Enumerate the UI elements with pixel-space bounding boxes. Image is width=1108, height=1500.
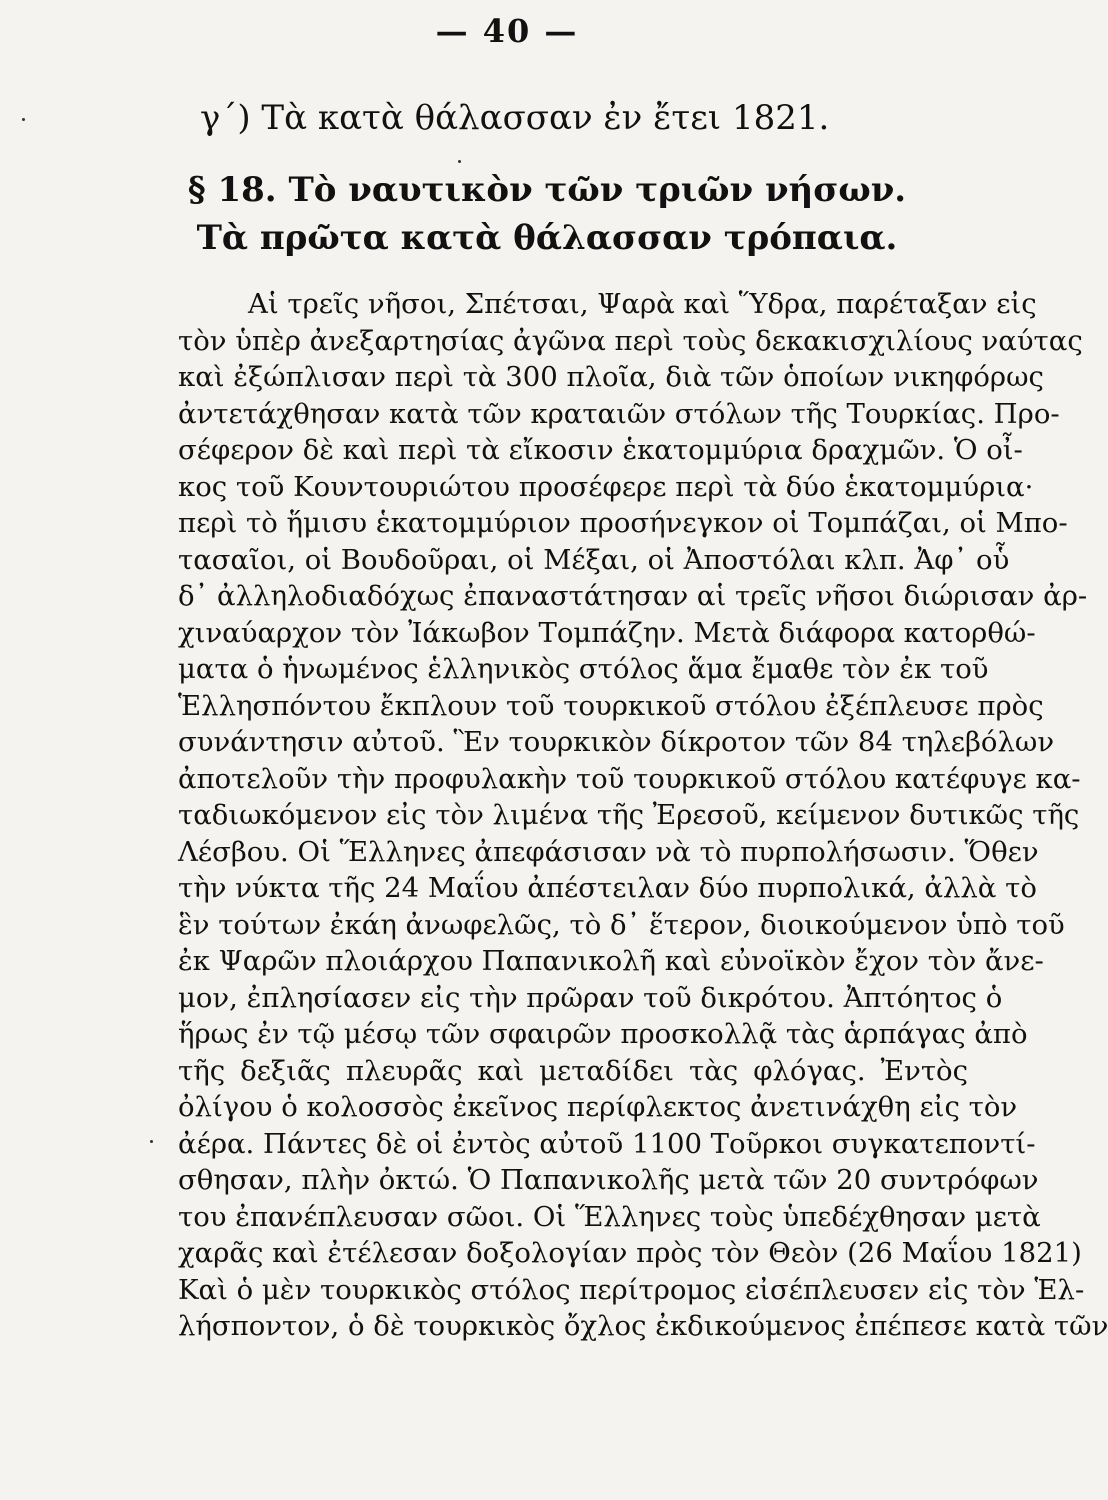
text-line: σέφερον δὲ καὶ περὶ τὰ εἴκοσιν ἑκατομμύρια δραχμῶν. Ὁ οἶ- <box>178 434 1023 466</box>
text-line: συνάντησιν αὐτοῦ. Ἓν τουρκικὸν δίκροτον τῶν 84 τηλεβόλων <box>178 726 1055 758</box>
text-line: Καὶ ὁ μὲν τουρκικὸς στόλος περίτρομος εἰσέπλευσεν εἰς τὸν Ἑλ- <box>178 1273 1085 1306</box>
text-line: ἓν τούτων ἐκάη ἀνωφελῶς, τὸ δ᾽ ἕτερον, διοικούμενον ὑπὸ τοῦ <box>178 908 1065 941</box>
text-line: κος τοῦ Κουντουριώτου προσέφερε περὶ τὰ δύο ἑκατομμύρια· <box>178 470 1034 503</box>
text-line: δ᾽ ἀλληλοδιαδόχως ἐπαναστάτησαν αἱ τρεῖς νῆσοι διώρισαν ἀρ- <box>178 580 1088 612</box>
text-line: ὀλίγου ὁ κολοσσὸς ἐκεῖνος περίφλεκτος ἀνετινάχθη εἰς τὸν <box>178 1091 1018 1123</box>
body-paragraph <box>178 286 1108 1345</box>
text-line: του ἐπανέπλευσαν σῶοι. Οἱ Ἕλληνες τοὺς ὑπεδέχθησαν μετὰ <box>178 1200 1041 1233</box>
text-line: Ἑλλησπόντου ἔκπλουν τοῦ τουρκικοῦ στόλου ἐξέπλευσε πρὸς <box>178 689 1044 722</box>
text-line: τασαῖοι, οἱ Βουδοῦραι, οἱ Μέξαι, οἱ Ἀποστόλαι κλπ. Ἀφ᾽ οὗ <box>178 543 1010 576</box>
print-speck <box>458 160 461 163</box>
text-line: καὶ ἐξώπλισαν περὶ τὰ 300 πλοῖα, διὰ τῶν ὁποίων νικηφόρως <box>178 361 1044 393</box>
text-line: ἐκ Ψαρῶν πλοιάρχου Παπανικολῆ καὶ εὐνοϊκὸν ἔχον τὸν ἄνε- <box>178 945 1044 977</box>
text-line: ἀντετάχθησαν κατὰ τῶν κραταιῶν στόλων τῆς Τουρκίας. Προ- <box>178 397 1060 430</box>
text-line: περὶ τὸ ἥμισυ ἑκατομμύριον προσήνεγκον οἱ Τομπάζαι, οἱ Μπο- <box>178 507 1068 539</box>
text-line: ταδιωκόμενον εἰς τὸν λιμένα τῆς Ἐρεσοῦ, κείμενον δυτικῶς τῆς <box>178 799 1080 831</box>
text-line: σθησαν, πλὴν ὀκτώ. Ὁ Παπανικολῆς μετὰ τῶν 20 συντρόφων <box>178 1164 1039 1196</box>
text-line: τὴν νύκτα τῆς 24 Μαΐου ἀπέστειλαν δύο πυρπολικά, ἀλλὰ τὸ <box>178 872 1037 904</box>
text-line: χιναύαρχον τὸν Ἰάκωβον Τομπάζην. Μετὰ διάφορα κατορθώ- <box>178 616 1036 649</box>
text-line: ματα ὁ ἡνωμένος ἑλληνικὸς στόλος ἅμα ἔμαθε τὸν ἐκ τοῦ <box>178 653 989 685</box>
text-line: Αἱ τρεῖς νῆσοι, Σπέτσαι, Ψαρὰ καὶ Ὕδρα, παρέταξαν εἰς <box>248 288 1037 320</box>
text-line: ἀποτελοῦν τὴν προφυλακὴν τοῦ τουρκικοῦ στόλου κατέφυγε κα- <box>178 762 1081 795</box>
text-line: μον, ἐπλησίασεν εἰς τὴν πρῶραν τοῦ δικρότου. Ἀπτόητος ὁ <box>178 981 1003 1014</box>
text-line: ἀέρα. Πάντες δὲ οἱ ἐντὸς αὐτοῦ 1100 Τοῦρκοι συγκατεποντί- <box>178 1127 1036 1160</box>
section-heading: § 18. Τὸ ναυτικὸν τῶν τριῶν νήσων. <box>187 170 907 210</box>
text-line: τὸν ὑπὲρ ἀνεξαρτησίας ἀγῶνα περὶ τοὺς δεκακισχιλίους ναύτας <box>178 324 1083 357</box>
text-line: χαρᾶς καὶ ἐτέλεσαν δοξολογίαν πρὸς τὸν Θεὸν (26 Μαΐου 1821) <box>178 1237 1082 1269</box>
text-line: Λέσβου. Οἱ Ἕλληνες ἀπεφάσισαν νὰ τὸ πυρπολήσωσιν. Ὅθεν <box>178 835 1039 868</box>
print-speck <box>150 1140 153 1143</box>
text-line: τῆς δεξιᾶς πλευρᾶς καὶ μεταδίδει τὰς φλόγας. Ἐντὸς <box>178 1054 968 1087</box>
text-line: ἥρως ἐν τῷ μέσῳ τῶν σφαιρῶν προσκολλᾷ τὰς ἁρπάγας ἀπὸ <box>178 1018 1028 1050</box>
page-number: — 40 — <box>435 12 579 50</box>
print-speck <box>22 118 25 121</box>
section-header: γ΄) Τὰ κατὰ θάλασσαν ἐν ἔτει 1821. <box>200 98 830 138</box>
text-line: λήσποντον, ὁ δὲ τουρκικὸς ὄχλος ἐκδικούμενος ἐπέπεσε κατὰ τῶν <box>178 1310 1108 1342</box>
section-subheading: Τὰ πρῶτα κατὰ θάλασσαν τρόπαια. <box>196 218 898 258</box>
